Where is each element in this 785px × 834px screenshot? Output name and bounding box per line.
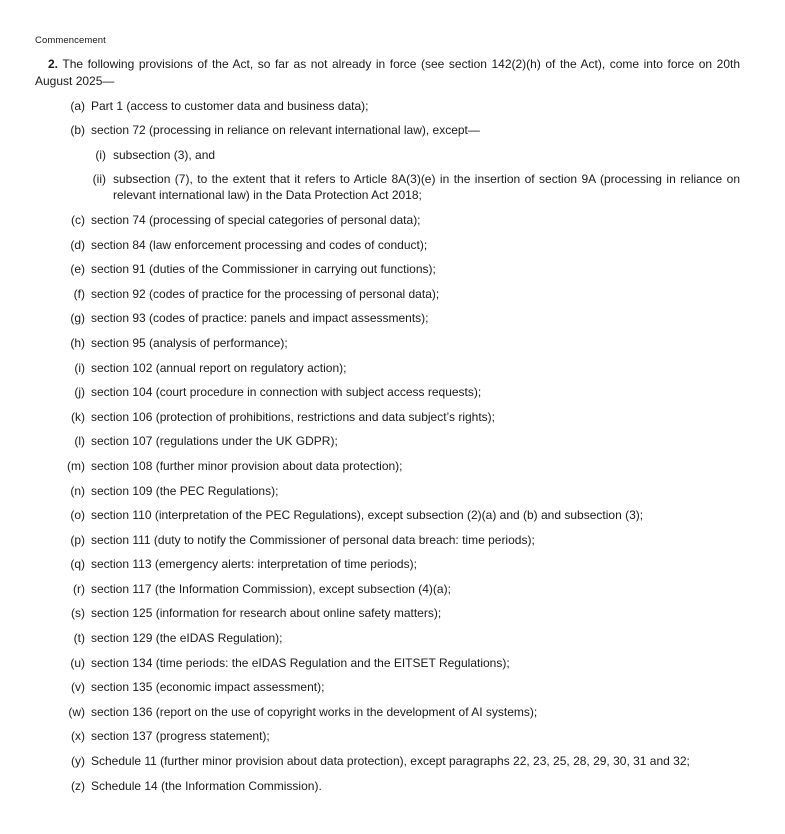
- list-item-b: [35, 122, 740, 138]
- list-item-label: (s): [71, 606, 85, 621]
- list-item-q: [35, 556, 740, 572]
- list-item-text: section 72 (processing in reliance on relevant international law), except—: [91, 123, 480, 138]
- list-item-label: (o): [70, 508, 85, 523]
- list-item-e: [35, 261, 740, 277]
- list-item-text: section 117 (the Information Commission), except subsection (4)(a);: [91, 581, 451, 596]
- document-body: [35, 34, 740, 794]
- list-item-z: [35, 778, 740, 794]
- sub-item-text: subsection (7), to the extent that it refers to Article 8A(3)(e) in the insertion of section 9A (processing in reliance on relevant international law) in the Data Protection Act 2018;: [113, 172, 740, 203]
- list-item-label: (f): [73, 286, 85, 301]
- list-item-label: (c): [71, 212, 85, 227]
- list-item-label: (x): [71, 729, 85, 744]
- list-item-r: [35, 581, 740, 597]
- list-item-k: [35, 409, 740, 425]
- list-item-label: (b): [70, 123, 85, 138]
- list-item-o: [35, 507, 740, 523]
- list-item-label: (g): [70, 311, 85, 326]
- list-item-text: Part 1 (access to customer data and business data);: [91, 98, 369, 113]
- list-item-c: [35, 212, 740, 228]
- list-item-label: (h): [70, 335, 85, 350]
- list-item-j: [35, 384, 740, 400]
- list-item-text: section 107 (regulations under the UK GDPR);: [91, 434, 338, 449]
- sub-list: [35, 147, 740, 204]
- list-item-text: section 104 (court procedure in connection with subject access requests);: [91, 385, 482, 400]
- sub-item-label: (ii): [92, 172, 106, 187]
- list-item-label: (w): [68, 704, 85, 719]
- list-item-l: [35, 433, 740, 449]
- sub-list-container: [35, 147, 740, 204]
- list-item-s: [35, 605, 740, 621]
- list-item-text: section 95 (analysis of performance);: [91, 335, 288, 350]
- list-item-label: (e): [70, 262, 85, 277]
- list-item-m: [35, 458, 740, 474]
- list-item-text: section 74 (processing of special categories of personal data);: [91, 212, 421, 227]
- list-item-i: [35, 360, 740, 376]
- list-item-text: section 106 (protection of prohibitions, restrictions and data subject’s rights);: [91, 409, 495, 424]
- list-item-p: [35, 532, 740, 548]
- list-item-u: [35, 655, 740, 671]
- list-item-text: section 129 (the eIDAS Regulation);: [91, 631, 283, 646]
- list-item-label: (v): [71, 680, 85, 695]
- list-item-text: section 109 (the PEC Regulations);: [91, 483, 279, 498]
- list-item-label: (z): [71, 778, 85, 793]
- list-item-t: [35, 630, 740, 646]
- list-item-label: (i): [74, 360, 85, 375]
- sub-item-label: (i): [95, 147, 106, 162]
- list-item-y: [35, 753, 740, 769]
- provision-intro: [35, 56, 740, 89]
- list-item-n: [35, 483, 740, 499]
- list-item-label: (m): [67, 458, 85, 473]
- list-item-label: (l): [74, 434, 85, 449]
- provision-number: 2.: [48, 57, 59, 71]
- list-item-label: (d): [70, 237, 85, 252]
- list-item-text: section 84 (law enforcement processing and codes of conduct);: [91, 237, 428, 252]
- list-item-label: (a): [70, 98, 85, 113]
- list-item-text: section 93 (codes of practice: panels and impact assessments);: [91, 311, 429, 326]
- list-item-d: [35, 237, 740, 253]
- list-item-label: (n): [70, 483, 85, 498]
- list-item-label: (u): [70, 655, 85, 670]
- list-item-text: section 91 (duties of the Commissioner in carrying out functions);: [91, 262, 436, 277]
- list-item-text: section 135 (economic impact assessment);: [91, 680, 325, 695]
- list-item-a: [35, 98, 740, 114]
- list-item-text: section 110 (interpretation of the PEC Regulations), except subsection (2)(a) and (b) and subsection (3);: [91, 508, 644, 523]
- list-item-text: Schedule 11 (further minor provision about data protection), except paragraphs 22, 23, 25, 28, 29, 30, 31 and 32;: [91, 754, 690, 769]
- list-item-text: section 111 (duty to notify the Commissioner of personal data breach: time periods);: [91, 532, 535, 547]
- list-item-text: section 102 (annual report on regulatory action);: [91, 360, 347, 375]
- list-item-text: section 134 (time periods: the eIDAS Regulation and the EITSET Regulations);: [91, 655, 510, 670]
- list-item-label: (r): [73, 581, 85, 596]
- sub-item-ii: [35, 171, 740, 203]
- list-item-text: section 113 (emergency alerts: interpretation of time periods);: [91, 557, 417, 572]
- list-item-v: [35, 679, 740, 695]
- list-item-h: [35, 335, 740, 351]
- list-item-text: section 136 (report on the use of copyright works in the development of AI systems);: [91, 704, 538, 719]
- provision-intro-text: The following provisions of the Act, so far as not already in force (see section 142(2)(h) of the Act), come into force on 20th August 2025—: [35, 57, 741, 88]
- list-item-x: [35, 728, 740, 744]
- list-item-label: (p): [70, 532, 85, 547]
- list-item-w: [35, 704, 740, 720]
- sub-item-text: subsection (3), and: [113, 147, 216, 162]
- list-item-label: (q): [70, 557, 85, 572]
- section-heading: Commencement: [35, 35, 106, 46]
- list-item-label: (j): [74, 385, 85, 400]
- list-item-label: (y): [71, 754, 85, 769]
- list-item-text: section 108 (further minor provision about data protection);: [91, 458, 403, 473]
- list-item-text: Schedule 14 (the Information Commission).: [91, 778, 322, 793]
- list-item-label: (k): [71, 409, 85, 424]
- list-item-label: (t): [73, 631, 85, 646]
- list-item-g: [35, 310, 740, 326]
- list-item-text: section 137 (progress statement);: [91, 729, 270, 744]
- provision-list: [35, 98, 740, 794]
- list-item-text: section 92 (codes of practice for the processing of personal data);: [91, 286, 440, 301]
- list-item-f: [35, 286, 740, 302]
- sub-item-i: [35, 147, 740, 163]
- list-item-text: section 125 (information for research about online safety matters);: [91, 606, 442, 621]
